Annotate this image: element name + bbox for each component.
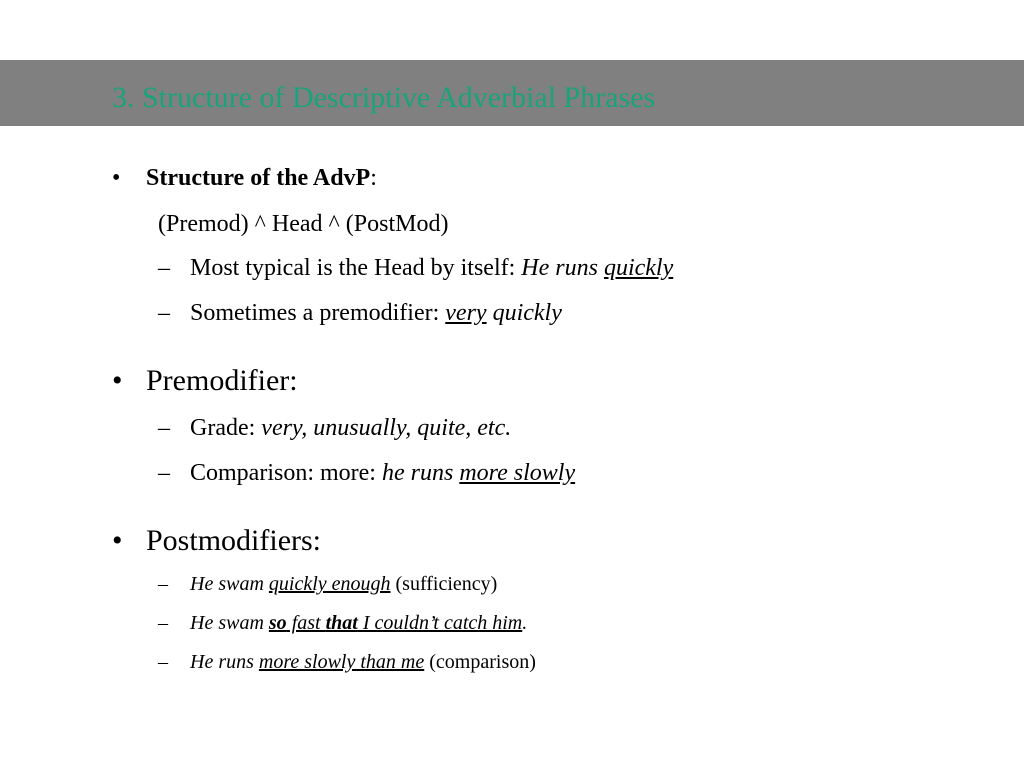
section-1-heading: Structure of the AdvP: (146, 165, 377, 191)
slide-content: • Structure of the AdvP: (Premod) ^ Head ^ (PostMod) – Most typical is the Head by itself: He runs quickly – Sometimes a premodifier: very quickly • Premodifier: – Grade: very, unusually, quite, etc. – Comparison: more: he runs more slowly • Postmodifiers: – He swam quickly enough (sufficiency) – He swam so fast that I couldn’t catch him. – He runs more slowly than me (comparison) (0, 0, 1024, 768)
dash-icon: – (158, 300, 170, 326)
dash-icon: – (158, 460, 170, 486)
dash-icon: – (158, 255, 170, 281)
bullet-icon: • (112, 364, 123, 397)
dash-icon: – (158, 651, 168, 673)
section-2-heading: Premodifier: (146, 364, 298, 397)
bullet-icon: • (112, 524, 123, 557)
dash-icon: – (158, 612, 168, 634)
slide-title: 3. Structure of Descriptive Adverbial Phrases (112, 81, 656, 114)
dash-icon: – (158, 573, 168, 595)
dash-icon: – (158, 415, 170, 441)
section-3-heading: Postmodifiers: (146, 524, 322, 557)
section-1-formula: (Premod) ^ Head ^ (PostMod) (158, 211, 449, 237)
bullet-icon: • (112, 165, 121, 191)
